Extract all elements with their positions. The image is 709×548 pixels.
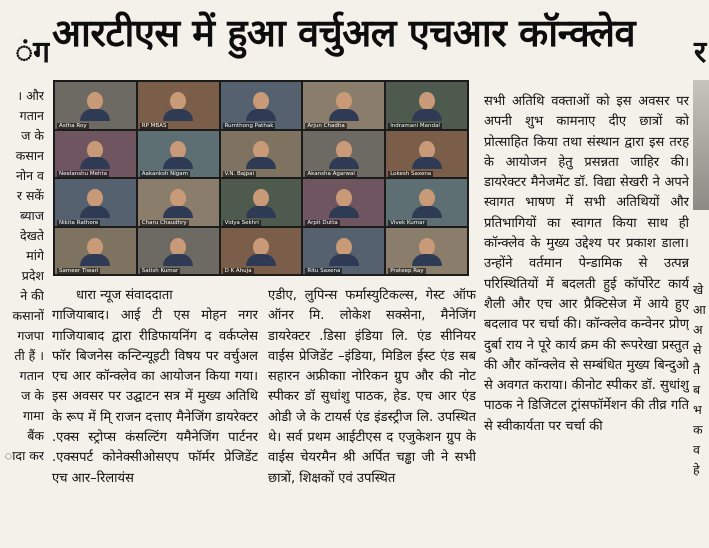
participant-name: Astha Roy — [59, 122, 87, 129]
adjacent-article-left — [0, 86, 44, 466]
participant-body — [329, 254, 359, 266]
participant-body — [80, 206, 110, 218]
participant-face — [87, 189, 103, 207]
text-fragment: गजपा — [17, 328, 44, 343]
participant-name: Arpit Dutta — [307, 219, 338, 226]
participant-tile — [386, 179, 467, 226]
participant-body — [246, 206, 276, 218]
participant-face — [336, 189, 352, 207]
participant-body — [412, 157, 442, 169]
participant-tile — [138, 179, 219, 226]
participant-name: V.N. Bajpai — [224, 171, 255, 177]
participant-tile — [386, 228, 467, 275]
participant-name: Satish Kumar — [141, 268, 179, 274]
participant-name: Vivek Kumar — [390, 219, 425, 226]
participant-name: RP MBAS — [141, 122, 167, 129]
text-fragment: प्रदेश — [21, 268, 44, 283]
text-fragment: कसान — [15, 148, 44, 163]
article-paragraph: गाजियाबाद। आई टी एस मोहन नगर गाजियाबाद द्वारा रीडिफायनिंग द वर्कप्लेस फॉर बिजनेस कन्टिन्यूइटी विषय पर वर्चुअल एच आर कॉन्क्लेव का आयोजन किया गया। इस अवसर पर उद्घाटन सत्र में मुख्य अतिथि के रूप में मि् राजन दत्ताए मैनेजिंग डायरेक्टर .एक्स स्ट्रोप्स कंसल्टिंग यमैनेजिंग पार्टनर .एक्सपर्ट कोनेक्सीओसएप फॉर्मर प्रेजिडेंट एच आर–रिलायंस — [52, 308, 258, 486]
participant-name: Charu Chaudhry — [141, 219, 187, 226]
text-fragment: व — [693, 442, 700, 457]
text-fragment: तै — [693, 362, 701, 377]
participant-tile — [55, 179, 136, 226]
participant-body — [246, 254, 276, 266]
text-fragment: अ — [693, 322, 703, 337]
participant-tile — [303, 131, 384, 178]
text-fragment: ज के — [21, 128, 44, 143]
participant-body — [246, 157, 276, 169]
participant-body — [163, 109, 193, 121]
participant-name: D K Ahuja — [224, 268, 252, 274]
participant-body — [329, 206, 359, 218]
text-fragment: खे — [693, 282, 704, 297]
participant-face — [87, 92, 103, 110]
text-fragment: ज के — [21, 388, 44, 403]
participant-face — [170, 92, 186, 110]
participant-body — [329, 109, 359, 121]
participant-body — [412, 109, 442, 121]
participant-face — [170, 189, 186, 207]
text-fragment: क — [693, 422, 703, 437]
text-fragment: ादा कर — [4, 448, 44, 463]
adjacent-article-right — [693, 280, 709, 480]
participant-name: Rumthong Pathak — [224, 122, 274, 129]
participant-body — [412, 206, 442, 218]
text-fragment: ने की — [20, 288, 44, 303]
text-fragment: बैंक — [27, 428, 44, 443]
text-fragment: गतान — [19, 368, 44, 383]
text-fragment: गतान — [19, 108, 44, 123]
participant-tile — [138, 82, 219, 129]
participant-body — [163, 254, 193, 266]
text-fragment: ब — [693, 382, 701, 397]
participant-tile — [55, 131, 136, 178]
participant-tile — [55, 228, 136, 275]
participant-tile — [221, 82, 302, 129]
text-fragment: देखते — [20, 228, 44, 243]
participant-name: Sameer Tiwari — [59, 268, 99, 274]
adjacent-headline-fragment-right: र — [694, 35, 707, 70]
participant-name: Neelanshu Mehta — [59, 171, 107, 177]
participant-body — [412, 254, 442, 266]
participant-body — [80, 109, 110, 121]
adjacent-article-photo — [693, 80, 709, 210]
participant-face — [419, 189, 435, 207]
text-fragment: ती हैं । — [14, 348, 44, 363]
participant-face — [253, 189, 269, 207]
participant-body — [163, 157, 193, 169]
participant-name: Indramani Mandal — [390, 122, 440, 129]
article-column-3 — [484, 92, 689, 437]
byline: धारा न्यूज संवाददाता — [76, 288, 173, 303]
participant-face — [419, 92, 435, 110]
participant-name: Ritu Saxena — [307, 268, 341, 274]
participant-name: Arjun Chadha — [307, 122, 345, 129]
participant-tile — [138, 228, 219, 275]
text-fragment: भ — [693, 402, 702, 417]
participant-body — [329, 157, 359, 169]
article-column-2 — [268, 286, 476, 489]
participant-name: Lokesh Saxena — [390, 171, 432, 177]
participant-body — [163, 206, 193, 218]
participant-tile — [386, 82, 467, 129]
participant-name: Prateep Ray — [390, 268, 424, 274]
participant-tile — [221, 228, 302, 275]
participant-name: Nikita Rathore — [59, 219, 99, 226]
participant-body — [80, 157, 110, 169]
text-fragment: आ — [693, 302, 706, 317]
article-paragraph: सभी अतिथि वक्ताओं को इस अवसर पर अपनी शुभ कामनाए दीए छात्रों को प्रोत्साहित किया तथा संस्थान द्वारा इस तरह के आयोजन हेतु प्रसन्नता जाहिर की। डायरेक्टर मैनेजमेंट डॉ. विद्या सेखरी ने अपने स्वागत भाषण में सभी अतिथियों और प्रतिभागियों का स्वागत किया साथ ही कॉन्क्लेव के मुख्य उद्देश्य पर प्रकाश डाला। उन्होंने वर्तमान पेन्डामिक से उत्पन्न परिस्थितियों में बदलती हुई कॉर्पोरेट कार्य शैली और एच आर प्रैक्टिसेज में आये हुए बदलाव पर चर्चा की। कॉन्क्लेव कन्वेनर प्रोण् दुर्बा राय ने पूरे कार्य क्रम की रूपरेखा प्रस्तुत की और कॉन्क्लेव से सम्बंधित मुख्य बिन्दुओ से अवगत कराया। कीनोट स्पीकर डॉ. सुधांशु पाठक ने डिजिटल ट्रांसफॉर्मेशन की तीव्र गति से स्वीकार्यता पर चर्चा की — [484, 94, 689, 434]
participant-tile — [221, 131, 302, 178]
text-fragment: मांगे — [26, 248, 44, 263]
participant-tile — [55, 82, 136, 129]
participant-tile — [386, 131, 467, 178]
participant-tile — [303, 179, 384, 226]
text-fragment: । और — [17, 88, 44, 103]
text-fragment: ब्याज — [20, 208, 44, 223]
participant-body — [80, 254, 110, 266]
text-fragment: हे — [693, 462, 700, 477]
participant-face — [253, 92, 269, 110]
participant-name: Vidya Sekhri — [224, 219, 259, 226]
participant-name: Aakanksh Nigam — [141, 171, 189, 177]
text-fragment: कसानों — [12, 308, 44, 323]
article-headline: आरटीएस में हुआ वर्चुअल एचआर कॉन्क्लेव — [52, 11, 636, 55]
text-fragment: गामा — [23, 408, 44, 423]
participant-tile — [138, 131, 219, 178]
participant-tile — [303, 82, 384, 129]
text-fragment: र सकें — [16, 188, 44, 203]
video-conference-photo — [53, 80, 469, 276]
text-fragment: नोन व — [15, 168, 44, 183]
participant-tile — [303, 228, 384, 275]
participant-name: Akansha Agarwal — [307, 171, 355, 177]
article-paragraph: एडीए, लुपिन्स फर्मास्युटिकल्स, गेस्ट ऑफ ऑनर मि. लोकेश सक्सेना, मैनेजिंग डायरेक्टर .डिसा इंडिया लि. एंड सीनियर वाईस प्रेजिडेंट –इंडिया, मिडिल ईस्ट एंड सब सहारन अफ्रीकाा नोरिकन ग्रुप और की नोट स्पीकर डॉ सुधांशु पाठक, हेड. एच आर एंड ओडी जे के टायर्स एंड इंडस्ट्रीज लि. उपस्थित थे। सर्व प्रथम आईटीएस द एजुकेशन ग्रुप के वाईस चेयरमैन श्री अर्पित चड्ढा जी ने सभी छात्रों, शिक्षकों एवं उपस्थित — [268, 288, 476, 486]
text-fragment: से — [693, 342, 702, 357]
article-column-1 — [52, 286, 258, 489]
participant-body — [246, 109, 276, 121]
participant-tile — [221, 179, 302, 226]
adjacent-headline-fragment-left: ंग — [15, 35, 50, 70]
participant-face — [336, 92, 352, 110]
